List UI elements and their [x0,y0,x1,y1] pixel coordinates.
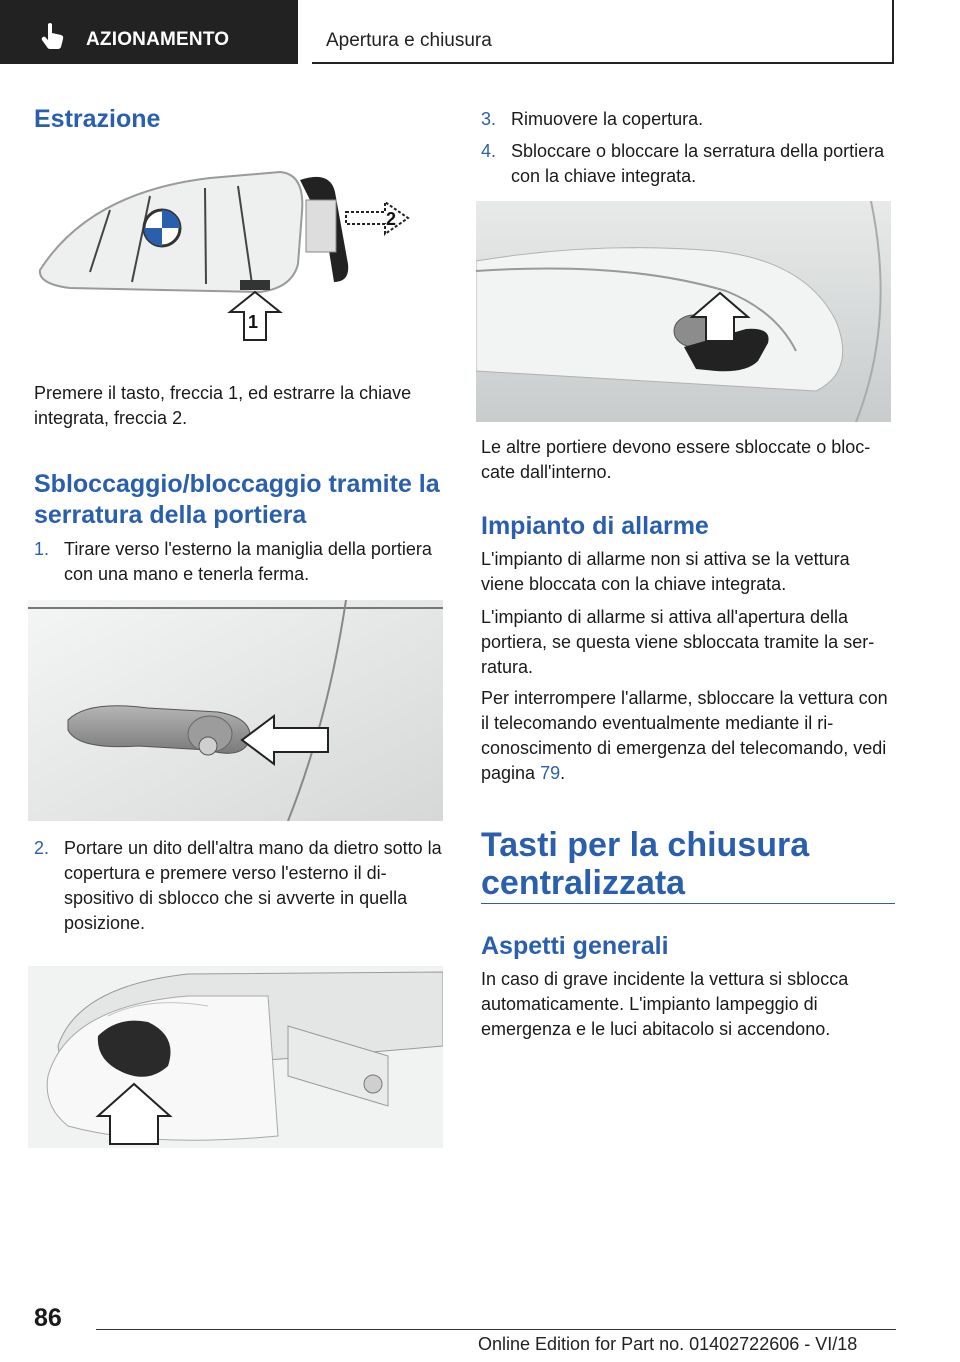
paragraph-alarm-1: L'impianto di allarme non si attiva se la vettura viene bloccata con la chiave integrata. [481,549,850,594]
section-divider [481,903,895,904]
paragraph-alarm-3: Per interrompere l'allarme, sbloccare la vettura con il telecomando eventualmente mediante il riconoscimento di emergenza del telecomando, vedi pagina 79. [481,688,888,783]
key-extraction-illustration [30,152,440,352]
heading-general-aspects: Aspetti generali [481,932,669,960]
page-reference-link[interactable]: 79 [540,763,561,783]
list-item-step-1: 1. Tirare verso l'esterno la maniglia della portiera con una mano e tenerla ferma. [34,539,432,584]
heading-central-locking-buttons: Tasti per la chiusura centralizzata [481,826,810,902]
heading-unlock-door-lock: Sbloccaggio/bloccaggio tramite la serratura della portiera [34,470,440,529]
door-lock-key-photo [476,201,891,422]
list-item-step-3: 3. Rimuovere la copertura. [481,109,704,129]
list-item-step-2: 2. Portare un dito dell'altra mano da dietro sotto la copertura e premere verso l'esterno il dispositivo di sblocco che si avverte in quella posizione. [34,838,442,933]
hand-pointer-icon [40,22,66,50]
section-title: AZIONAMENTO [86,29,230,50]
paragraph-extraction: Premere il tasto, freccia 1, ed estrarre la chiave integrata, freccia 2. [34,383,412,428]
paragraph-other-doors: Le altre portiere devono essere sbloccate o bloccate dall'interno. [481,437,871,482]
heading-alarm-system: Impianto di allarme [481,512,709,540]
door-handle-cover-photo [28,966,443,1148]
footer-divider [96,1329,896,1330]
list-item-step-4: 4. Sbloccare o bloccare la serratura della portiera con la chiave integrata. [481,141,885,186]
door-handle-photo [28,600,443,821]
arrow-label-1: 1 [248,312,259,332]
footer-edition: Online Edition for Part no. 01402722606 - VI/18 [478,1334,858,1354]
paragraph-alarm-2: L'impianto di allarme si attiva all'apertura della portiera, se questa viene sbloccata tramite la serratura. [481,607,875,677]
header-section-tab [0,0,298,64]
arrow-label-2: 2 [386,209,397,229]
header-chapter-tab [312,0,894,64]
heading-extraction: Estrazione [34,105,161,133]
chapter-title: Apertura e chiusura [326,30,492,51]
page-number: 86 [34,1304,62,1332]
paragraph-general: In caso di grave incidente la vettura si sblocca automaticamente. L'impianto lampeggio di emergenza e le luci abitacolo si accendono. [481,969,849,1039]
